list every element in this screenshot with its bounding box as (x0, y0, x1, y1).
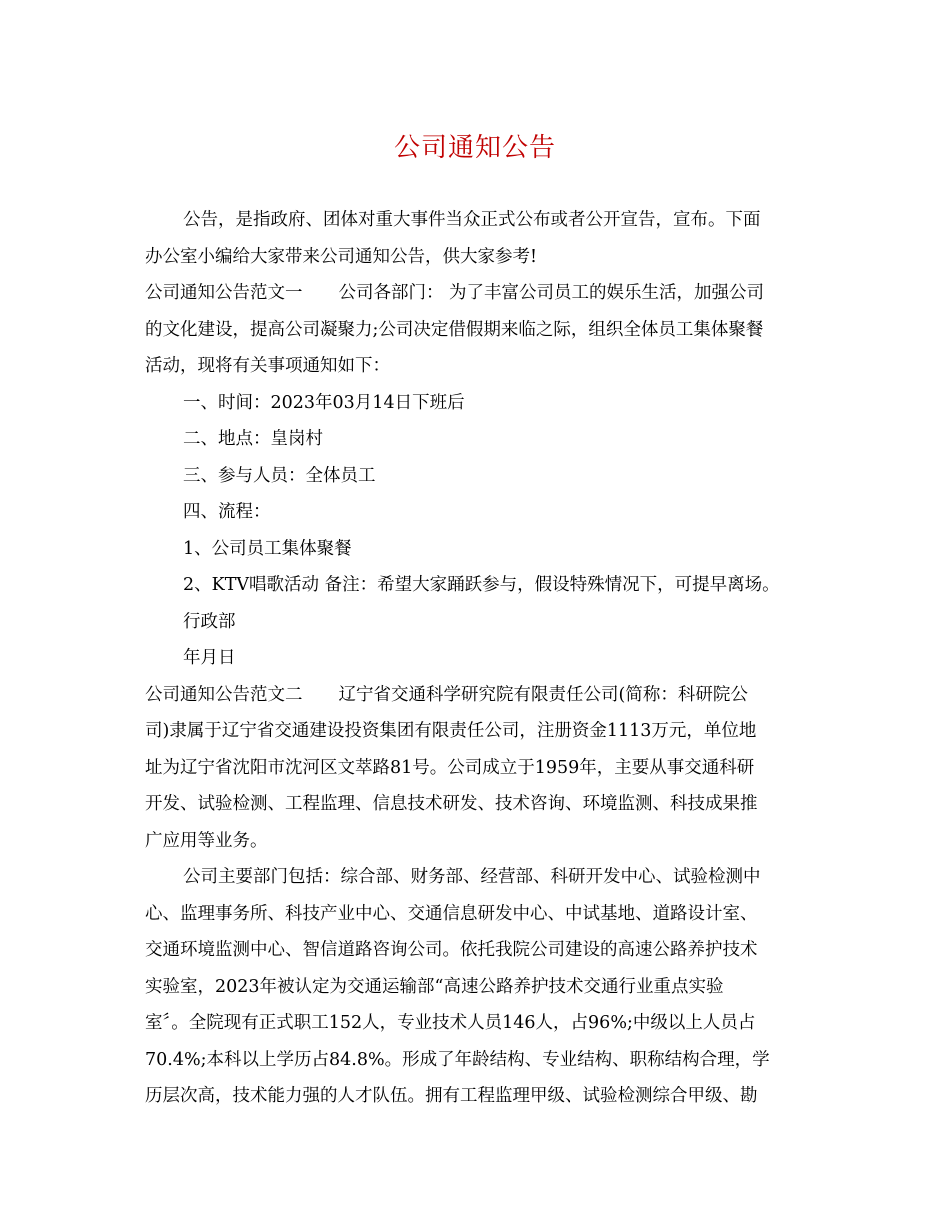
paragraph-line: 公司主要部门包括：综合部、财务部、经营部、科研开发中心、试验检测中 (183, 867, 761, 887)
list-item: 一、时间：2023年03月14日下班后 (183, 392, 465, 413)
document-body (145, 202, 805, 1115)
paragraph-line: 司)隶属于辽宁省交通建设投资集团有限责任公司，注册资金1113万元，单位地 (145, 721, 757, 741)
section-heading: 公司通知公告范文一 (145, 283, 303, 303)
paragraph-line: 70.4%;本科以上学历占84.8%。形成了年龄结构、专业结构、职称结构合理，学 (145, 1049, 770, 1070)
paragraph-line: 历层次高，技术能力强的人才队伍。拥有工程监理甲级、试验检测综合甲级、勘 (145, 1086, 758, 1106)
paragraph-line: 广应用等业务。 (145, 830, 268, 851)
paragraph-line: 开发、试验检测、工程监理、信息技术研发、技术咨询、环境监测、科技成果推 (145, 794, 758, 814)
paragraph-line: 活动，现将有关事项通知如下： (145, 356, 390, 376)
section-heading: 公司通知公告范文二 (145, 684, 303, 705)
paragraph-text: 辽宁省交通科学研究院有限责任公司(简称：科研院公 (338, 684, 748, 705)
paragraph-line (145, 275, 805, 312)
paragraph-line: 实验室，2023年被认定为交通运输部“高速公路养护技术交通行业重点实验 (145, 976, 724, 997)
paragraph-line: 室〞。全院现有正式职工152人，专业技术人员146人，占96%;中级以上人员占 (145, 1013, 756, 1033)
list-item: 1、公司员工集体聚餐 (183, 538, 352, 559)
list-item: 二、地点：皇岗村 (183, 429, 323, 449)
paragraph-line: 心、监理事务所、科技产业中心、交通信息研发中心、中试基地、道路设计室、 (145, 903, 758, 924)
paragraph-line: 公告，是指政府、团体对重大事件当众正式公布或者公开宣告，宣布。下面 (183, 210, 761, 230)
list-item: 三、参与人员：全体员工 (183, 465, 376, 486)
paragraph-line (145, 677, 805, 714)
document-title: 公司通知公告 (393, 133, 556, 163)
paragraph-line: 办公室小编给大家带来公司通知公告，供大家参考! (145, 246, 538, 267)
paragraph-line: 的文化建设，提高公司凝聚力;公司决定借假期来临之际，组织全体员工集体聚餐 (145, 319, 764, 340)
paragraph-line: 址为辽宁省沈阳市沈河区文萃路81号。公司成立于1959年，主要从事交通科研 (145, 757, 755, 778)
list-item: 2、KTV唱歌活动 备注：希望大家踊跃参与，假设特殊情况下，可提早离场。 (183, 575, 780, 595)
paragraph-text: 公司各部门： 为了丰富公司员工的娱乐生活，加强公司 (338, 283, 765, 303)
signature-department: 行政部 (183, 611, 236, 632)
paragraph-line: 交通环境监测中心、智信道路咨询公司。依托我院公司建设的高速公路养护技术 (145, 940, 758, 960)
list-item: 四、流程： (183, 502, 271, 522)
signature-date: 年月日 (183, 648, 236, 668)
